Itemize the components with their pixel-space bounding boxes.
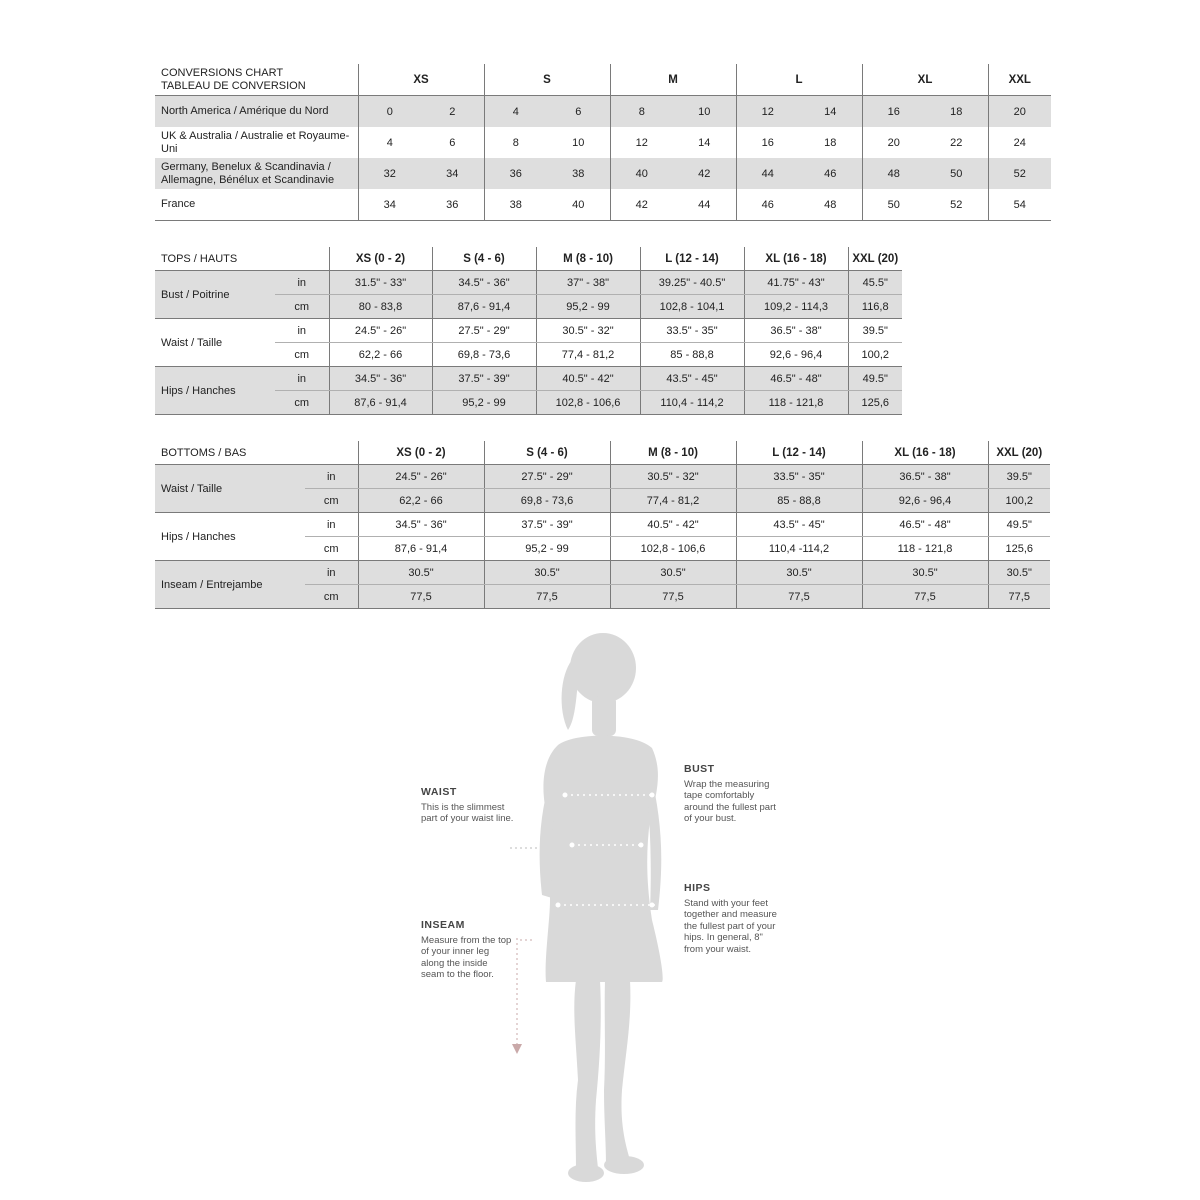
bottoms-cell: 77,5 — [736, 585, 862, 609]
tops-row — [155, 367, 902, 391]
hips-note — [684, 883, 784, 955]
bottoms-cell: 85 - 88,8 — [736, 489, 862, 513]
conversion-cell: 0 — [358, 96, 421, 128]
bottoms-cell: 30.5" — [988, 561, 1050, 585]
conversion-title-line1: CONVERSIONS CHART — [161, 66, 284, 79]
conversion-cell: 20 — [988, 96, 1051, 128]
tops-row — [155, 319, 902, 343]
bottoms-cell: 100,2 — [988, 489, 1050, 513]
bottoms-cell: 87,6 - 91,4 — [358, 537, 484, 561]
conversion-cell: 14 — [799, 96, 862, 128]
tops-cell: 92,6 - 96,4 — [744, 343, 848, 367]
tops-cell: 80 - 83,8 — [329, 295, 432, 319]
bottoms-cell: 39.5" — [988, 465, 1050, 489]
bottoms-cell: 77,5 — [862, 585, 988, 609]
tops-cell: 34.5" - 36" — [329, 367, 432, 391]
tops-size-m: M (8 - 10) — [536, 247, 640, 271]
conversion-cell: 38 — [484, 189, 547, 221]
conversion-cell: 48 — [862, 158, 925, 189]
conversion-cell: 42 — [610, 189, 673, 221]
tops-unit-header — [275, 247, 329, 271]
conversion-cell: 44 — [673, 189, 736, 221]
bottoms-cell: 30.5" — [484, 561, 610, 585]
bottoms-cell: 77,5 — [610, 585, 736, 609]
tops-unit-label: cm — [275, 391, 329, 415]
tops-cell: 110,4 - 114,2 — [640, 391, 744, 415]
conversion-cell: 20 — [862, 127, 925, 158]
bottoms-size-xxl: XXL (20) — [988, 441, 1050, 465]
tops-cell: 69,8 - 73,6 — [432, 343, 536, 367]
inseam-note — [421, 920, 513, 981]
bottoms-cell: 24.5" - 26" — [358, 465, 484, 489]
tops-cell: 24.5" - 26" — [329, 319, 432, 343]
conversion-table — [155, 64, 1051, 221]
conversion-cell: 4 — [484, 96, 547, 128]
tops-cell: 33.5" - 35" — [640, 319, 744, 343]
tops-cell: 77,4 - 81,2 — [536, 343, 640, 367]
tops-size-xs: XS (0 - 2) — [329, 247, 432, 271]
bottoms-cell: 36.5" - 38" — [862, 465, 988, 489]
tops-size-l: L (12 - 14) — [640, 247, 744, 271]
conversion-cell: 10 — [673, 96, 736, 128]
bottoms-unit-label: cm — [305, 585, 358, 609]
tops-unit-label: in — [275, 367, 329, 391]
bottoms-size-l: L (12 - 14) — [736, 441, 862, 465]
bottoms-cell: 69,8 - 73,6 — [484, 489, 610, 513]
tops-unit-label: cm — [275, 295, 329, 319]
bottoms-cell: 77,5 — [988, 585, 1050, 609]
tops-cell: 102,8 - 104,1 — [640, 295, 744, 319]
tops-cell: 39.5" — [848, 319, 902, 343]
conversion-title — [155, 64, 358, 96]
conversion-row-label: UK & Australia / Australie et Royaume-Uni — [161, 129, 350, 155]
tops-cell: 85 - 88,8 — [640, 343, 744, 367]
conversion-cell: 18 — [824, 136, 837, 149]
tops-cell: 30.5" - 32" — [536, 319, 640, 343]
bottoms-rows — [155, 465, 1050, 609]
conversion-cell: 38 — [547, 158, 610, 189]
tops-unit-label: in — [275, 271, 329, 295]
bottoms-cell: 30.5" — [358, 561, 484, 585]
bottoms-cell: 43.5" - 45" — [736, 513, 862, 537]
tops-table — [155, 247, 902, 415]
tops-measure-label: Bust / Poitrine — [155, 271, 275, 319]
bottoms-cell: 62,2 - 66 — [358, 489, 484, 513]
bottoms-cell: 37.5" - 39" — [484, 513, 610, 537]
bottoms-cell: 40.5" - 42" — [610, 513, 736, 537]
bottoms-size-xs: XS (0 - 2) — [358, 441, 484, 465]
tops-cell: 27.5" - 29" — [432, 319, 536, 343]
bottoms-size-m: M (8 - 10) — [610, 441, 736, 465]
conversion-cell: 8 — [610, 96, 673, 128]
conversion-cell: 46 — [799, 158, 862, 189]
conversion-cell: 42 — [673, 158, 736, 189]
tops-cell: 116,8 — [848, 295, 902, 319]
conversion-cell: 34 — [421, 158, 484, 189]
conversion-cell: 16 — [736, 127, 799, 158]
conversion-cell: 36 — [484, 158, 547, 189]
hips-note-text: Stand with your feet together and measure the fullest part of your hips. In general, 8" from your waist. — [684, 897, 777, 955]
tops-cell: 62,2 - 66 — [329, 343, 432, 367]
tops-rows — [155, 271, 902, 415]
silhouette — [540, 633, 663, 1182]
conversion-cell: 32 — [358, 158, 421, 189]
tops-unit-label: cm — [275, 343, 329, 367]
bottoms-cell: 30.5" — [862, 561, 988, 585]
bottoms-measure-label: Waist / Taille — [155, 465, 305, 513]
size-header-xs: XS — [358, 64, 484, 96]
tops-cell: 36.5" - 38" — [744, 319, 848, 343]
bottoms-cell: 49.5" — [988, 513, 1050, 537]
conversion-cell: 14 — [698, 136, 711, 149]
conversion-cell: 52 — [988, 158, 1051, 189]
waist-note-text: This is the slimmest part of your waist line. — [421, 801, 514, 824]
tops-cell: 37.5" - 39" — [432, 367, 536, 391]
tops-cell: 34.5" - 36" — [432, 271, 536, 295]
tops-cell: 31.5" - 33" — [329, 271, 432, 295]
tops-cell: 41.75" - 43" — [744, 271, 848, 295]
size-header-xl: XL — [862, 64, 988, 96]
conversion-rows — [155, 96, 1051, 221]
bottoms-cell: 92,6 - 96,4 — [862, 489, 988, 513]
tops-cell: 95,2 - 99 — [536, 295, 640, 319]
conversion-cell: 12 — [736, 96, 799, 128]
bust-note — [684, 764, 782, 825]
size-header-s: S — [484, 64, 610, 96]
conversion-cell: 6 — [547, 96, 610, 128]
bottoms-cell: 30.5" — [610, 561, 736, 585]
bottoms-row — [155, 465, 1050, 489]
conversion-cell: 40 — [610, 158, 673, 189]
conversion-cell: 24 — [988, 127, 1051, 158]
bust-note-text: Wrap the measuring tape comfortably around the fullest part of your bust. — [684, 778, 776, 824]
inseam-note-title: INSEAM — [421, 919, 465, 931]
conversion-cell: 18 — [925, 96, 988, 128]
conversion-cell: 6 — [449, 136, 456, 149]
bottoms-cell: 34.5" - 36" — [358, 513, 484, 537]
tops-cell: 118 - 121,8 — [744, 391, 848, 415]
bottoms-cell: 30.5" - 32" — [610, 465, 736, 489]
tops-cell: 100,2 — [848, 343, 902, 367]
bottoms-cell: 118 - 121,8 — [862, 537, 988, 561]
tops-cell: 87,6 - 91,4 — [432, 295, 536, 319]
tops-size-xl: XL (16 - 18) — [744, 247, 848, 271]
bottoms-row — [155, 513, 1050, 537]
tops-cell: 46.5" - 48" — [744, 367, 848, 391]
bottoms-title: BOTTOMS / BAS — [155, 441, 305, 465]
conversion-cell: 12 — [610, 127, 673, 158]
bottoms-unit-label: cm — [305, 537, 358, 561]
bottoms-measure-label: Inseam / Entrejambe — [155, 561, 305, 609]
tops-cell: 37" - 38" — [536, 271, 640, 295]
tops-cell: 102,8 - 106,6 — [536, 391, 640, 415]
conversion-cell: 50 — [925, 158, 988, 189]
conversion-row — [155, 96, 1051, 128]
tops-size-s: S (4 - 6) — [432, 247, 536, 271]
waist-note — [421, 787, 521, 825]
bottoms-size-s: S (4 - 6) — [484, 441, 610, 465]
bottoms-cell: 33.5" - 35" — [736, 465, 862, 489]
conversion-cell: 50 — [862, 189, 925, 221]
bottoms-unit-label: in — [305, 561, 358, 585]
bottoms-row — [155, 561, 1050, 585]
bottoms-cell: 110,4 -114,2 — [736, 537, 862, 561]
measurement-guide — [400, 620, 820, 1190]
tops-title: TOPS / HAUTS — [155, 247, 275, 271]
conversion-cell: 48 — [799, 189, 862, 221]
conversion-cell: 44 — [736, 158, 799, 189]
conversion-row-label: North America / Amérique du Nord — [155, 96, 358, 128]
conversion-cell: 46 — [736, 189, 799, 221]
tops-cell: 95,2 - 99 — [432, 391, 536, 415]
conversion-row-label: France — [155, 189, 358, 221]
conversion-cell: 36 — [421, 189, 484, 221]
bottoms-cell: 95,2 - 99 — [484, 537, 610, 561]
conversion-cell: 40 — [547, 189, 610, 221]
waist-note-title: WAIST — [421, 786, 457, 798]
conversion-cell: 22 — [950, 136, 963, 149]
tops-row — [155, 271, 902, 295]
conversion-cell: 52 — [925, 189, 988, 221]
bottoms-size-xl: XL (16 - 18) — [862, 441, 988, 465]
bottoms-cell: 27.5" - 29" — [484, 465, 610, 489]
tops-cell: 43.5" - 45" — [640, 367, 744, 391]
hips-note-title: HIPS — [684, 882, 711, 894]
conversion-row-label: Germany, Benelux & Scandinavia / Allemagne, Bénélux et Scandinavie — [155, 158, 358, 189]
bottoms-unit-header — [305, 441, 358, 465]
tops-cell: 109,2 - 114,3 — [744, 295, 848, 319]
tops-measure-label: Hips / Hanches — [155, 367, 275, 415]
conversion-cell: 34 — [358, 189, 421, 221]
bottoms-measure-label: Hips / Hanches — [155, 513, 305, 561]
bottoms-cell: 30.5" — [736, 561, 862, 585]
tops-size-xxl: XXL (20) — [848, 247, 902, 271]
bust-note-title: BUST — [684, 763, 715, 775]
tops-cell: 125,6 — [848, 391, 902, 415]
bottoms-cell: 125,6 — [988, 537, 1050, 561]
conversion-cell: 4 — [358, 127, 421, 158]
bottoms-table — [155, 441, 1050, 609]
conversion-row — [155, 127, 1051, 158]
size-header-l: L — [736, 64, 862, 96]
inseam-arrow — [512, 938, 535, 1054]
bottoms-cell: 102,8 - 106,6 — [610, 537, 736, 561]
tops-measure-label: Waist / Taille — [155, 319, 275, 367]
size-header-xxl: XXL — [988, 64, 1051, 96]
bottoms-cell: 77,5 — [484, 585, 610, 609]
bottoms-unit-label: cm — [305, 489, 358, 513]
conversion-cell: 2 — [421, 96, 484, 128]
bottoms-cell: 77,4 - 81,2 — [610, 489, 736, 513]
bottoms-unit-label: in — [305, 465, 358, 489]
bottoms-cell: 77,5 — [358, 585, 484, 609]
tops-unit-label: in — [275, 319, 329, 343]
tops-cell: 45.5" — [848, 271, 902, 295]
bottoms-cell: 46.5" - 48" — [862, 513, 988, 537]
tops-cell: 40.5" - 42" — [536, 367, 640, 391]
inseam-note-text: Measure from the top of your inner leg along the inside seam to the floor. — [421, 934, 512, 980]
conversion-cell: 10 — [572, 136, 585, 149]
tops-cell: 87,6 - 91,4 — [329, 391, 432, 415]
tops-cell: 49.5" — [848, 367, 902, 391]
conversion-row — [155, 158, 1051, 189]
size-header-m: M — [610, 64, 736, 96]
conversion-cell: 16 — [862, 96, 925, 128]
conversion-cell: 8 — [484, 127, 547, 158]
tops-cell: 39.25" - 40.5" — [640, 271, 744, 295]
conversion-row — [155, 189, 1051, 221]
conversion-title-line2: TABLEAU DE CONVERSION — [161, 79, 306, 92]
bottoms-unit-label: in — [305, 513, 358, 537]
conversion-cell: 54 — [988, 189, 1051, 221]
